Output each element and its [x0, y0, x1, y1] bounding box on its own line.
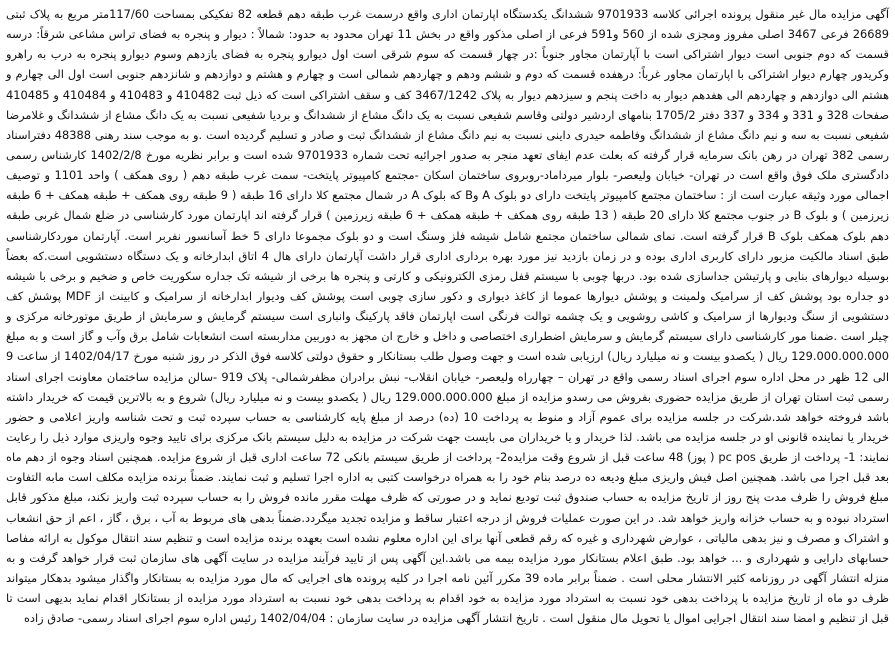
auction-notice-body: آگهی مزایده مال غیر منقول پرونده اجرائی کلاسه 9701933 ششدانگ یکدستگاه اپارتمان اداری واقع درسمت غرب طبقه دهم قطعه 82 تفکیکی بمساحت 117/60متر مربع به پلاک ثبتی 26689 فرعی 3467 اصلی مفروز ومجزی شده از 560 و591 فرعی از اصلی مذکور واقع در بخش 11 تهران محدود به حدود: شمالاً : دیوار و پنجره به فضای تراس مشاعی شرقاً: درسه قسمت که دوم جنوبی است دیوار اشتراکی است با آپارتمان مجاور جنوباً :در چهار قسمت که سوم شرقی است اول دیوارو پنجره به فضای یازدهم وسوم دیوارو پنجره به درب به راهرو وکریدور چهارم دیوار اشتراکی با اپارتمان مجاور غرباً: درهفده قسمت که دوم و ششم ودهم و چهاردهم شمالی است و چهارم و هشتم و دوازدهم و شانزدهم جنوبی است اول الی چهارم و هشتم الی دوازدهم و چهاردهم الی هفدهم دیوار به داخت پنجم و سیزدهم دیوار به پلاک 3467/1242 کف و سقف اشتراکی است که ذیل ثبت 410482 و 410483 و 410484 و 410485 صفحات 328 و 331 و 334 و 337 دفتر 1705/2 بنامهای اردشیر دولتی وقاسم شفیعی نسبت به یک دانگ مشاع از ششدانگ و بردیا شفیعی نسبت به یک دانگ مشاع از ششدانگ و غلامرضا شفیعی نسبت به سه و نیم دانگ مشاع از ششدانگ وفاطمه حیدری داینی نسبت به نیم دانگ مشاع از ششدانگ ثبت و صادر و تسلیم گردیده است .و به موجب سند رهنی 48388 دفتراسناد رسمی 382 تهران در رهن بانک سرمایه قرار گرفته که بعلت عدم ایفای تعهد منجر به صدور اجرائیه تحت شماره 9701933 شده است و برابر نظریه مورخ 1402/2/8 کارشناس رسمی دادگستری ملک فوق واقع است در تهران- خیابان ولیعصر- بلوار میرداماد-روبروی ساختمان اسکان -مجتمع کامپیوتر پایتخت- سمت غرب طبقه دهم ( روی همکف ) واحد 1101 و توصیف اجمالی مورد وثیقه عبارت است از : ساختمان مجتمع کامپیوتر پایتخت دارای دو بلوک A وB که بلوک A در شمال مجتمع کلا دارای 16 طبقه ( 9 طبقه روی همکف + طبقه همکف + 6 طبقه زیرزمین ) و بلوک B در جنوب مجتمع کلا دارای 20 طبقه ( 13 طبقه روی همکف + طبقه همکف + 6 طبقه زیرزمین ) قرار گرفته اند اپارتمان مورد کارشناسی در ضلع شمال غربی طبقه دهم بلوک همکف بلوک B قرار گرفته است. نمای شمالی ساختمان مجتمع شامل شیشه فلز وسنگ است و دو بلوک مجموعا دارای 5 خط آسانسور نفربر است. آپارتمان موردکارشناسی طبق اسناد مالکیت مزبور دارای کاربری اداری بوده و در زمان بازدید نیز مورد بهره برداری اداری قرار داشت آپارتمان دارای هال 4 اتاق ابدارخانه و یک دستگاه دستشویی است.که بعضاً بوسیله دیوارهای بنایی و پارتیشن جداسازی شده بود. دربها چوبی با سیستم قفل رمزی الکترونیکی و کارتی و پنجره ها برخی از شیشه تک جداره سکوریت خاص و ضخیم و برخی با شیشه دو جداره بود پوشش کف از سرامیک ولمینت و پوشش دیوارها عموما از کاغذ دیواری و دکور سازی چوبی است پوشش کف ودیوار ابدارخانه از سرامیک و کابینت از MDF پوشش کف دستشویی از سنگ ودیوارها از سرامیک و کاشی روشویی و یک چشمه توالت فرنگی است اپارتمان فاقد پارکینگ وانباری است سیستم گرمایش و سرمایش از طریق موتورخانه مرکزی و چیلر است .ضمنا مور کارشناسی دارای سیستم گرمایش و سرمایش اضطراری اختصاصی و داخل و خارج ان مجهز به دوربین مداربسته است انشعابات شامل برق وآب و گاز است و به مبلغ 129.000.000.000 ریال ( یکصدو بیست و نه میلیارد ریال) ارزیابی شده است و جهت وصول طلب بستانکار و حقوق دولتی کلاسه فوق الذکر در روز شنبه مورخ 1402/04/17 از ساعت 9 الی 12 ظهر در محل اداره سوم اجرای اسناد رسمی واقع در تهران – چهارراه ولیعصر- خیابان انقلاب- نبش برادران مظفرشمالی- پلاک 919 -سالن مزایده ساختمان معاونت اجرای اسناد رسمی ثبت استان تهران از طریق مزایده حضوری بفروش می رسدو مزایده از مبلغ 129.000.000.000 ریال ( یکصدو بیست و نه میلیارد ریال) شروع و به بالاترین قیمت که خریدار داشته باشد فروخته خواهد شد.شرکت در جلسه مزایده برای عموم آزاد و منوط به پرداخت 10 (ده) درصد از مبلغ پایه کارشناسی به حساب سپرده ثبت و تحت شناسه واریز اعلامی و حضور خریدار یا نماینده قانونی او در جلسه مزایده می باشد. لذا خریدار و یا خریداران می بایست جهت شرکت در مزایده به دلیل سیستم بانک مرکزی برای تایید وجوه واریزی موارد ذیل را رعایت نمایند: 1- پرداخت از طریق pc pos ( پوز) 48 ساعت قبل از شروع وقت مزایده2- پرداخت از طریق سیستم بانکی 72 ساعت اداری قبل از شروع مزایده. همچنین اسناد وجوه از دهم ماه بعد قبل اجرا می باشد. همچنین اصل فیش واریزی مبلغ ودیعه ده درصد بنام خود را به همراه درخواست کتبی به اداره اجرا تسلیم و ثبت نمایند. ضمناً برنده مزایده مکلف است مابه التفاوت مبلغ فروش را ظرف مدت پنج روز از تاریخ مزایده به حساب صندوق ثبت تودیع نماید و در صورتی که ظرف مهلت مقرر مانده فروش را به حساب سپرده ثبت واریز نکند، مبلغ مذکور قابل استرداد نبوده و به حساب خزانه واریز خواهد شد. در این صورت عملیات فروش از درجه اعتبار ساقط و مزایده تجدید میگردد.ضمناً بدهی های مربوط به آب ، برق ، گاز ، اعم از حق انشعاب و اشتراک و مصرف و نیز بدهی مالیاتی ، عوارض شهرداری و غیره که رقم قطعی آنها برای این اداره معلوم نشده است بعهده برنده مزایده است و تنظیم سند انتقال موکول به ارائه مفاصا حسابهای دارایی و شهرداری و ... خواهد بود. طبق اعلام بستانکار مورد مزایده بیمه می باشد.این آگهی پس از تایید فرآیند مزایده در سایت آگهی های سازمان ثبت قرار خواهد گرفت و به منزله انتشار آگهی در روزنامه کثیر الانتشار محلی است . ضمناً برابر ماده 39 مکرر آئین نامه اجرا در کلیه پرونده های اجرایی که مال مورد مزایده به بستانکار واگذار میشود بدهکار میتواند ظرف دو ماه از تاریخ مزایده با پرداخت بدهی خود نسبت به استرداد مورد مزایده به خود اقدام به پرداخت بدهی خود نسبت به استرداد مورد مزایده از بستانکار اقدام نماید بدیهی است تا قبل از تنظیم و امضا سند انتقال اجرایی اموال یا تحویل مال منقول است . تاریخ انتشار آگهی مزایده در سایت سازمان : 1402/04/04 رئیس اداره سوم اجرای اسناد رسمی- صادق زاده: [6, 7, 890, 626]
